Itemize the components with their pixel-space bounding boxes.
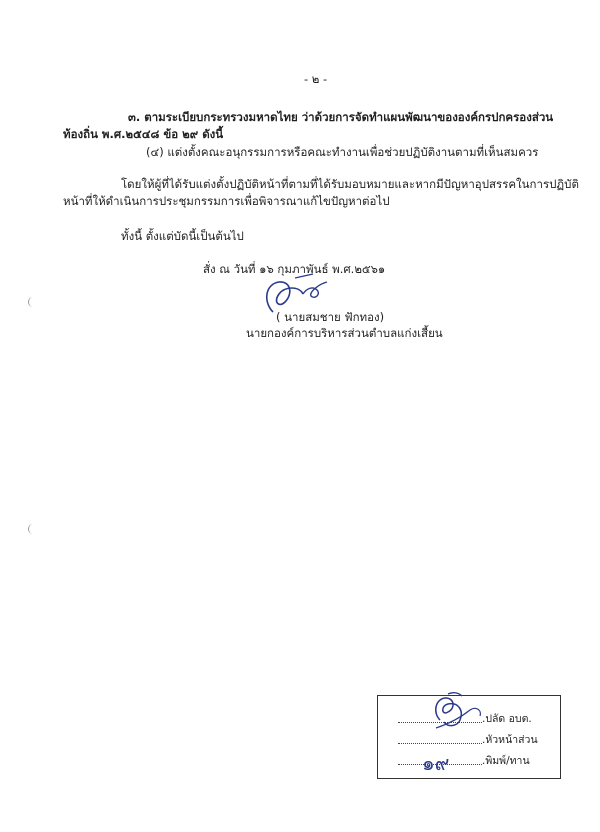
stamp-line-chief: .ปลัด อบต. bbox=[482, 713, 532, 725]
stamp-dotted-line-2 bbox=[398, 743, 482, 744]
section-heading-line1: ๓. ตามระเบียบกระทรวงมหาดไทย ว่าด้วยการจัดทำแผนพัฒนาขององค์กรปกครองส่วน bbox=[128, 110, 554, 124]
body-line1: โดยให้ผู้ที่ได้รับแต่งตั้งปฏิบัติหน้าที่ตามที่ได้รับมอบหมายและหากมีปัญหาอุปสรรคในการปฏิบัติ bbox=[121, 177, 579, 191]
stamp-initial-2 bbox=[430, 704, 500, 734]
punch-hole-top bbox=[28, 297, 37, 307]
effective-statement: ทั้งนี้ ตั้งแต่บัดนี้เป็นต้นไป bbox=[121, 229, 244, 243]
approval-stamp-box bbox=[377, 695, 561, 779]
stamp-line-typist: .พิมพ์/ทาน bbox=[482, 755, 530, 767]
signer-title: นายกองค์การบริหารส่วนตำบลแก่งเสี้ยน bbox=[246, 326, 443, 340]
body-line2: หน้าที่ให้ดำเนินการประชุมกรรมการเพื่อพิจารณาแก้ไขปัญหาต่อไป bbox=[63, 194, 390, 208]
order-date: สั่ง ณ วันที่ ๑๖ กุมภาพันธ์ พ.ศ.๒๕๖๑ bbox=[203, 262, 386, 276]
signer-name: ( นายสมชาย ฟักทอง) bbox=[276, 310, 385, 324]
stamp-line-head: .หัวหน้าส่วน bbox=[482, 734, 538, 746]
stamp-handwritten-number: ๑๙ bbox=[422, 751, 450, 775]
punch-hole-bottom bbox=[28, 524, 37, 534]
item-4: (๔) แต่งตั้งคณะอนุกรรมการหรือคณะทำงานเพื่อช่วยปฏิบัติงานตามที่เห็นสมควร bbox=[146, 145, 539, 159]
page-number: - ๒ - bbox=[304, 72, 328, 86]
section-heading-line2: ท้องถิ่น พ.ศ.๒๕๔๘ ข้อ ๒๙ ดังนี้ bbox=[63, 127, 224, 141]
